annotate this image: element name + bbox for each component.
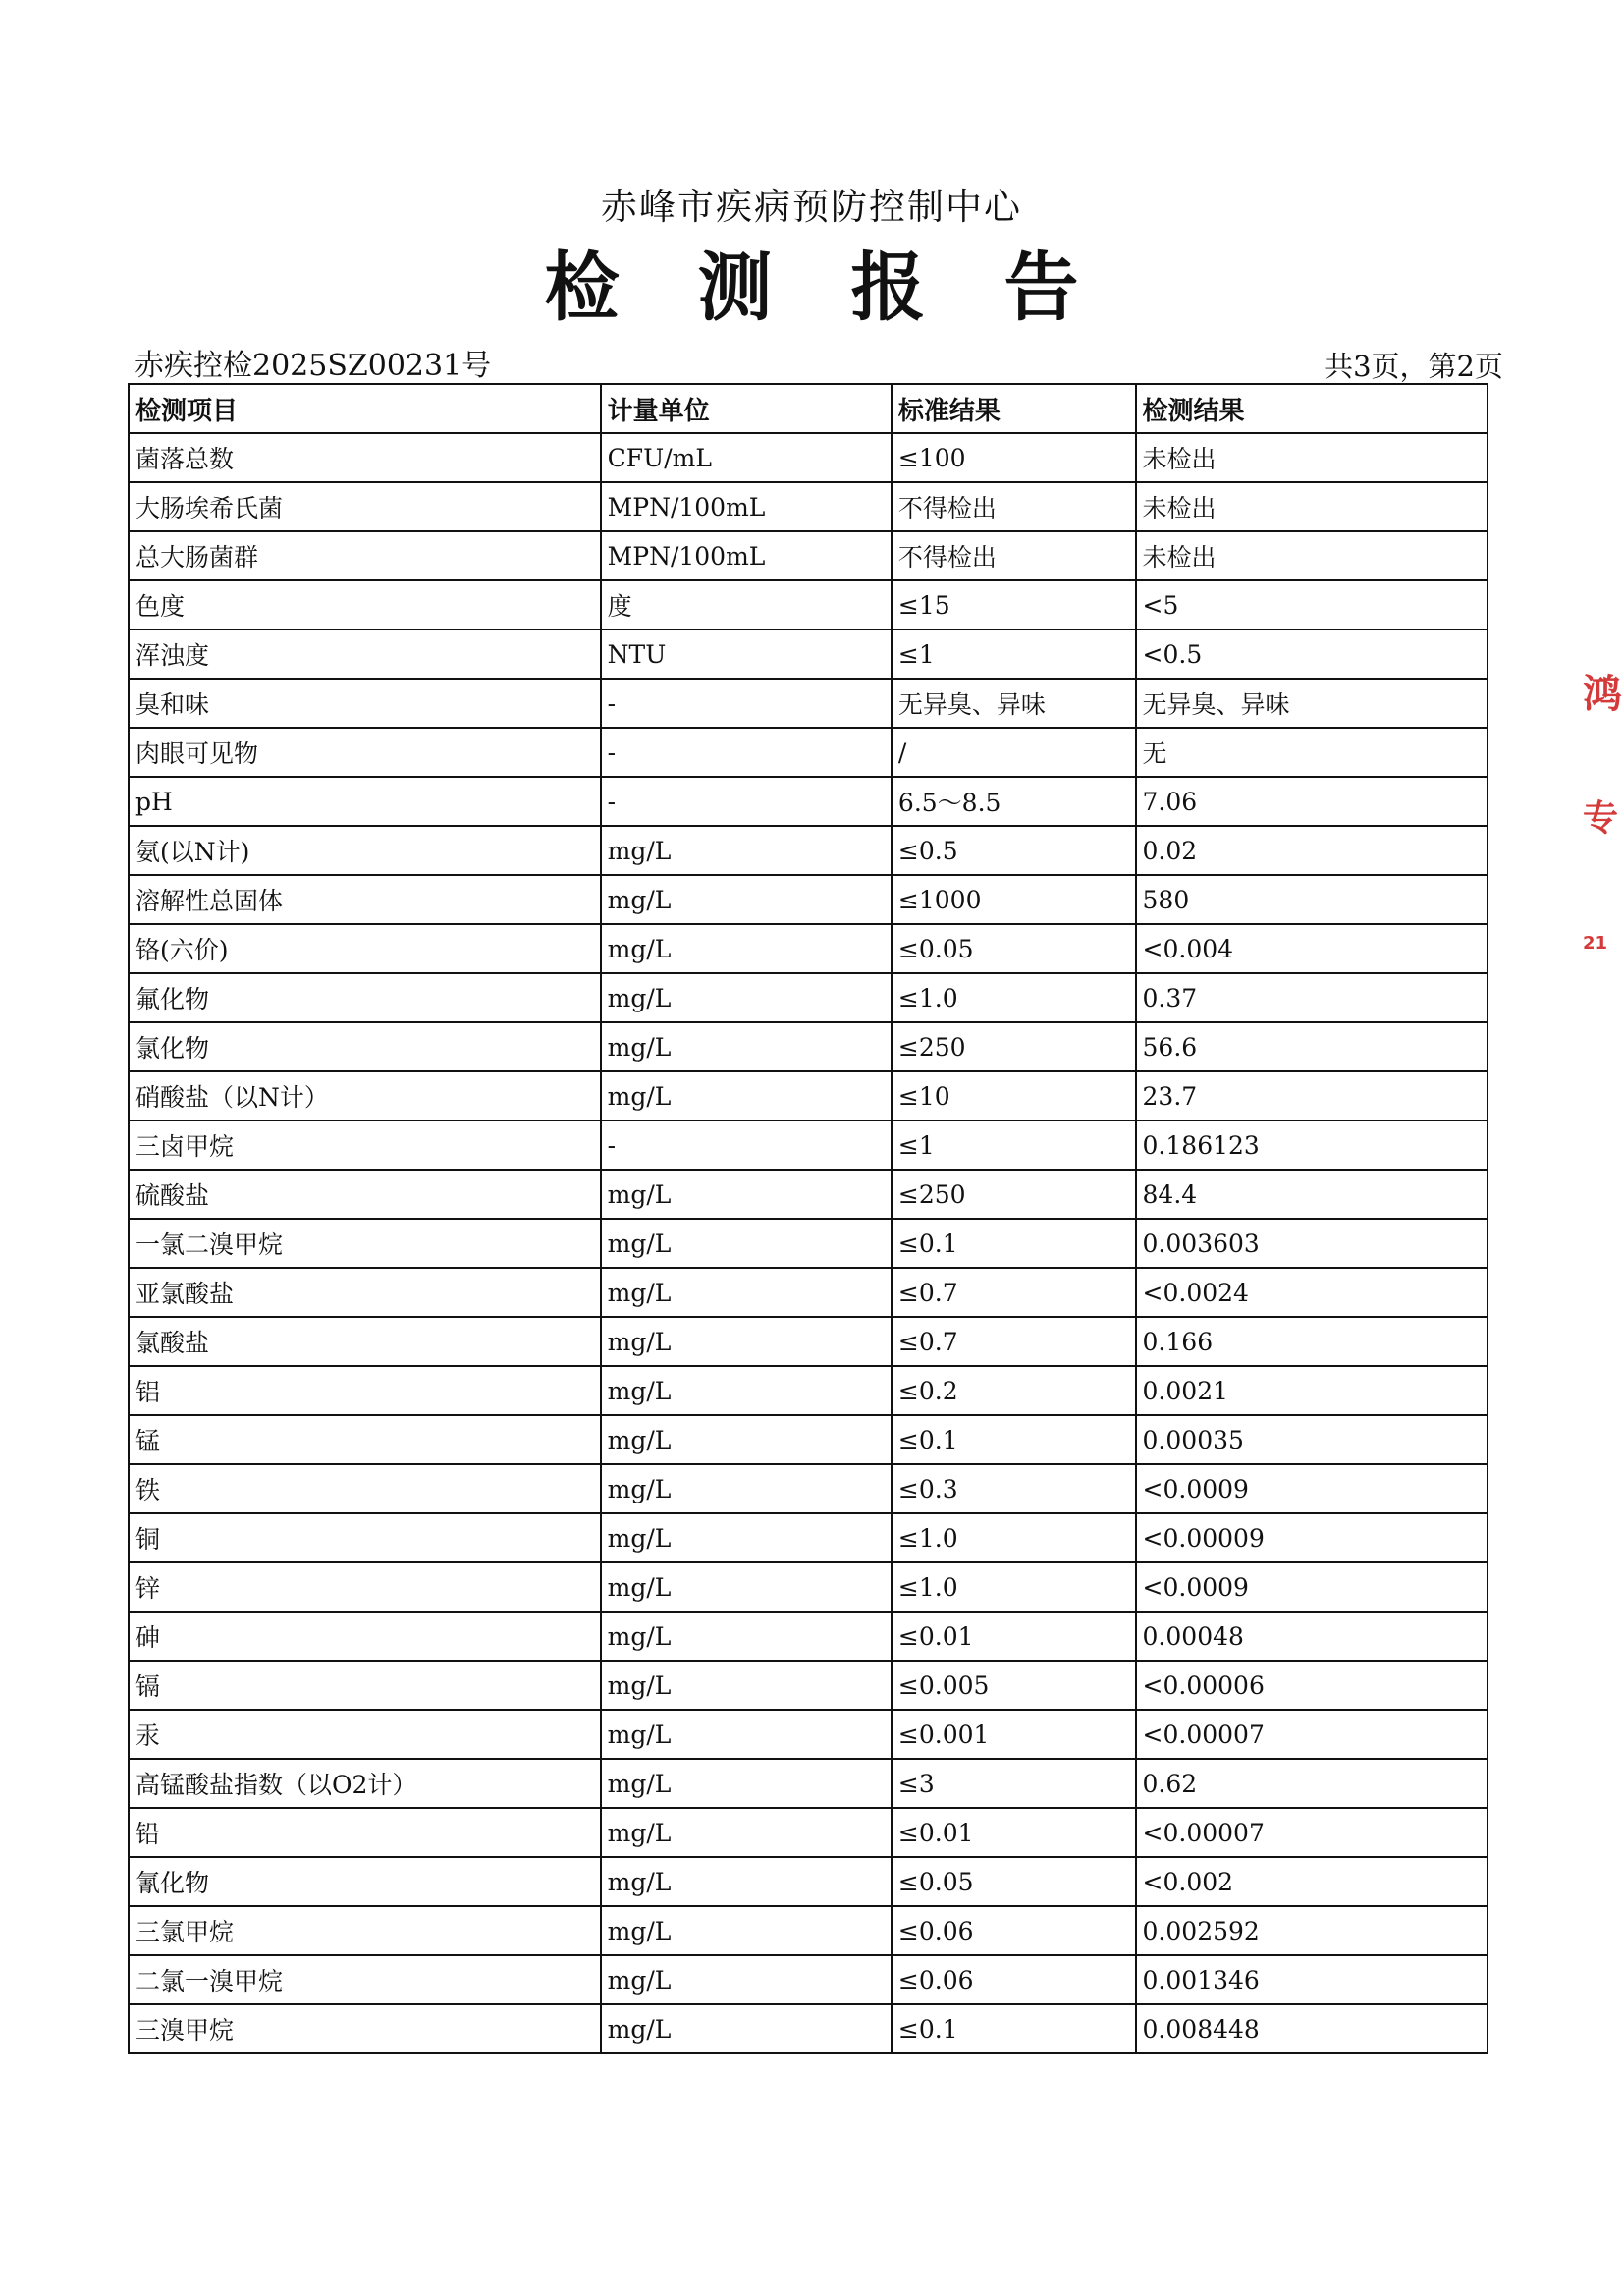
cell-result: 无: [1136, 728, 1488, 777]
cell-item: 镉: [129, 1661, 601, 1710]
cell-unit: mg/L: [601, 1661, 892, 1710]
cell-unit: mg/L: [601, 1071, 892, 1121]
table-row: [129, 1415, 1488, 1464]
cell-unit: CFU/mL: [601, 433, 892, 482]
cell-item: 色度: [129, 580, 601, 629]
cell-item: 硫酸盐: [129, 1170, 601, 1219]
cell-result: 0.02: [1136, 826, 1488, 875]
cell-result: <0.5: [1136, 629, 1488, 679]
cell-standard: ≤1: [892, 1121, 1136, 1170]
cell-item: 菌落总数: [129, 433, 601, 482]
cell-standard: 无异臭、异味: [892, 679, 1136, 728]
cell-item: 亚氯酸盐: [129, 1268, 601, 1317]
cell-unit: NTU: [601, 629, 892, 679]
cell-item: 氟化物: [129, 973, 601, 1022]
cell-item: pH: [129, 777, 601, 826]
cell-standard: ≤250: [892, 1022, 1136, 1071]
table-row: [129, 531, 1488, 580]
column-header-result: 检测结果: [1136, 384, 1488, 433]
table-row: [129, 973, 1488, 1022]
cell-standard: ≤0.1: [892, 1219, 1136, 1268]
cell-standard: 6.5～8.5: [892, 777, 1136, 826]
table-row: [129, 1219, 1488, 1268]
cell-standard: ≤1.0: [892, 1513, 1136, 1562]
table-row: [129, 1612, 1488, 1661]
cell-unit: mg/L: [601, 875, 892, 924]
cell-standard: ≤1: [892, 629, 1136, 679]
cell-result: <0.00007: [1136, 1808, 1488, 1857]
cell-result: <0.00006: [1136, 1661, 1488, 1710]
cell-result: <0.004: [1136, 924, 1488, 973]
cell-result: 0.001346: [1136, 1955, 1488, 2004]
table-row: [129, 1759, 1488, 1808]
results-table: [128, 383, 1488, 2054]
cell-unit: mg/L: [601, 1317, 892, 1366]
cell-unit: mg/L: [601, 1219, 892, 1268]
column-header-standard: 标准结果: [892, 384, 1136, 433]
cell-standard: ≤0.3: [892, 1464, 1136, 1513]
cell-item: 铬(六价): [129, 924, 601, 973]
cell-standard: ≤1.0: [892, 1562, 1136, 1612]
cell-standard: ≤15: [892, 580, 1136, 629]
cell-standard: ≤0.05: [892, 924, 1136, 973]
cell-unit: mg/L: [601, 1759, 892, 1808]
cell-unit: mg/L: [601, 1366, 892, 1415]
cell-unit: mg/L: [601, 1857, 892, 1906]
table-row: [129, 580, 1488, 629]
table-row: [129, 924, 1488, 973]
cell-result: 56.6: [1136, 1022, 1488, 1071]
cell-unit: mg/L: [601, 1612, 892, 1661]
table-row: [129, 1317, 1488, 1366]
cell-unit: 度: [601, 580, 892, 629]
table-row: [129, 433, 1488, 482]
cell-unit: mg/L: [601, 1562, 892, 1612]
cell-standard: ≤1000: [892, 875, 1136, 924]
cell-result: 0.003603: [1136, 1219, 1488, 1268]
table-row: [129, 679, 1488, 728]
title-char: 报: [850, 244, 926, 331]
cell-result: 未检出: [1136, 433, 1488, 482]
cell-standard: 不得检出: [892, 482, 1136, 531]
table-row: [129, 629, 1488, 679]
cell-item: 硝酸盐（以N计）: [129, 1071, 601, 1121]
stamp-char: 专: [1583, 798, 1619, 839]
table-row: [129, 1808, 1488, 1857]
table-row: [129, 1071, 1488, 1121]
table-body: [129, 433, 1488, 2053]
cell-item: 大肠埃希氏菌: [129, 482, 601, 531]
cell-item: 浑浊度: [129, 629, 601, 679]
cell-item: 砷: [129, 1612, 601, 1661]
cell-result: 0.00035: [1136, 1415, 1488, 1464]
cell-unit: mg/L: [601, 1464, 892, 1513]
cell-result: <0.0009: [1136, 1464, 1488, 1513]
cell-item: 二氯一溴甲烷: [129, 1955, 601, 2004]
cell-standard: ≤0.01: [892, 1808, 1136, 1857]
cell-unit: -: [601, 777, 892, 826]
cell-result: 0.62: [1136, 1759, 1488, 1808]
cell-result: 7.06: [1136, 777, 1488, 826]
cell-item: 铅: [129, 1808, 601, 1857]
red-stamp-fragment: [1583, 643, 1623, 977]
cell-unit: mg/L: [601, 973, 892, 1022]
cell-standard: ≤0.1: [892, 1415, 1136, 1464]
cell-standard: 不得检出: [892, 531, 1136, 580]
cell-standard: ≤0.1: [892, 2004, 1136, 2053]
cell-unit: -: [601, 728, 892, 777]
cell-item: 氯酸盐: [129, 1317, 601, 1366]
cell-result: 未检出: [1136, 482, 1488, 531]
cell-standard: ≤0.05: [892, 1857, 1136, 1906]
cell-item: 氨(以N计): [129, 826, 601, 875]
cell-unit: mg/L: [601, 1170, 892, 1219]
report-title: [0, 228, 1623, 335]
cell-unit: mg/L: [601, 826, 892, 875]
table-row: [129, 1710, 1488, 1759]
cell-standard: ≤0.2: [892, 1366, 1136, 1415]
cell-standard: ≤1.0: [892, 973, 1136, 1022]
cell-standard: ≤3: [892, 1759, 1136, 1808]
cell-standard: ≤0.7: [892, 1317, 1136, 1366]
table-row: [129, 2004, 1488, 2053]
cell-unit: mg/L: [601, 1906, 892, 1955]
cell-item: 汞: [129, 1710, 601, 1759]
cell-result: <5: [1136, 580, 1488, 629]
cell-unit: mg/L: [601, 2004, 892, 2053]
cell-standard: /: [892, 728, 1136, 777]
cell-unit: mg/L: [601, 1022, 892, 1071]
cell-result: 0.37: [1136, 973, 1488, 1022]
cell-unit: mg/L: [601, 924, 892, 973]
cell-standard: ≤0.5: [892, 826, 1136, 875]
table-row: [129, 1857, 1488, 1906]
table-row: [129, 1366, 1488, 1415]
cell-item: 肉眼可见物: [129, 728, 601, 777]
cell-item: 溶解性总固体: [129, 875, 601, 924]
page-info: 共3页，第2页: [1325, 350, 1503, 383]
cell-unit: mg/L: [601, 1513, 892, 1562]
cell-result: 0.186123: [1136, 1121, 1488, 1170]
cell-unit: mg/L: [601, 1808, 892, 1857]
cell-standard: ≤0.06: [892, 1955, 1136, 2004]
cell-unit: MPN/100mL: [601, 531, 892, 580]
cell-result: 无异臭、异味: [1136, 679, 1488, 728]
cell-item: 铝: [129, 1366, 601, 1415]
cell-unit: mg/L: [601, 1710, 892, 1759]
cell-result: <0.0009: [1136, 1562, 1488, 1612]
cell-result: <0.00007: [1136, 1710, 1488, 1759]
cell-standard: ≤0.001: [892, 1710, 1136, 1759]
table-row: [129, 826, 1488, 875]
column-header-item: 检测项目: [129, 384, 601, 433]
cell-unit: -: [601, 679, 892, 728]
cell-result: 0.0021: [1136, 1366, 1488, 1415]
cell-result: 84.4: [1136, 1170, 1488, 1219]
table-row: [129, 777, 1488, 826]
cell-item: 氯化物: [129, 1022, 601, 1071]
cell-result: <0.0024: [1136, 1268, 1488, 1317]
cell-standard: ≤0.01: [892, 1612, 1136, 1661]
cell-unit: MPN/100mL: [601, 482, 892, 531]
cell-result: 0.166: [1136, 1317, 1488, 1366]
cell-item: 氰化物: [129, 1857, 601, 1906]
cell-standard: ≤0.06: [892, 1906, 1136, 1955]
cell-standard: ≤0.7: [892, 1268, 1136, 1317]
table-row: [129, 1170, 1488, 1219]
stamp-char: 21: [1583, 933, 1608, 954]
cell-standard: ≤10: [892, 1071, 1136, 1121]
cell-item: 三溴甲烷: [129, 2004, 601, 2053]
cell-item: 一氯二溴甲烷: [129, 1219, 601, 1268]
table-row: [129, 1022, 1488, 1071]
table-row: [129, 482, 1488, 531]
cell-item: 锌: [129, 1562, 601, 1612]
cell-result: 未检出: [1136, 531, 1488, 580]
title-char: 测: [697, 244, 773, 331]
cell-item: 铁: [129, 1464, 601, 1513]
cell-item: 铜: [129, 1513, 601, 1562]
cell-result: 0.002592: [1136, 1906, 1488, 1955]
table-row: [129, 728, 1488, 777]
cell-unit: mg/L: [601, 1955, 892, 2004]
cell-result: 23.7: [1136, 1071, 1488, 1121]
cell-item: 三卤甲烷: [129, 1121, 601, 1170]
cell-result: 0.00048: [1136, 1612, 1488, 1661]
cell-result: <0.00009: [1136, 1513, 1488, 1562]
table-row: [129, 1562, 1488, 1612]
cell-item: 臭和味: [129, 679, 601, 728]
cell-item: 锰: [129, 1415, 601, 1464]
cell-item: 总大肠菌群: [129, 531, 601, 580]
title-char: 检: [544, 244, 620, 331]
cell-unit: mg/L: [601, 1415, 892, 1464]
report-number: 赤疾控检2025SZ00231号: [135, 349, 492, 383]
cell-standard: ≤100: [892, 433, 1136, 482]
table-row: [129, 1661, 1488, 1710]
table-row: [129, 875, 1488, 924]
column-header-unit: 计量单位: [601, 384, 892, 433]
table-row: [129, 1513, 1488, 1562]
stamp-char: 鸿: [1583, 672, 1622, 717]
table-row: [129, 1121, 1488, 1170]
cell-result: <0.002: [1136, 1857, 1488, 1906]
table-row: [129, 1955, 1488, 2004]
cell-result: 0.008448: [1136, 2004, 1488, 2053]
cell-item: 三氯甲烷: [129, 1906, 601, 1955]
cell-unit: -: [601, 1121, 892, 1170]
table-row: [129, 1464, 1488, 1513]
table-row: [129, 1906, 1488, 1955]
cell-unit: mg/L: [601, 1268, 892, 1317]
table-row: [129, 1268, 1488, 1317]
cell-result: 580: [1136, 875, 1488, 924]
cell-standard: ≤250: [892, 1170, 1136, 1219]
cell-standard: ≤0.005: [892, 1661, 1136, 1710]
title-char: 告: [1003, 244, 1079, 331]
organization-name: 赤峰市疾病预防控制中心: [601, 186, 1022, 228]
cell-item: 高锰酸盐指数（以O2计）: [129, 1759, 601, 1808]
table-header-row: [129, 384, 1488, 433]
